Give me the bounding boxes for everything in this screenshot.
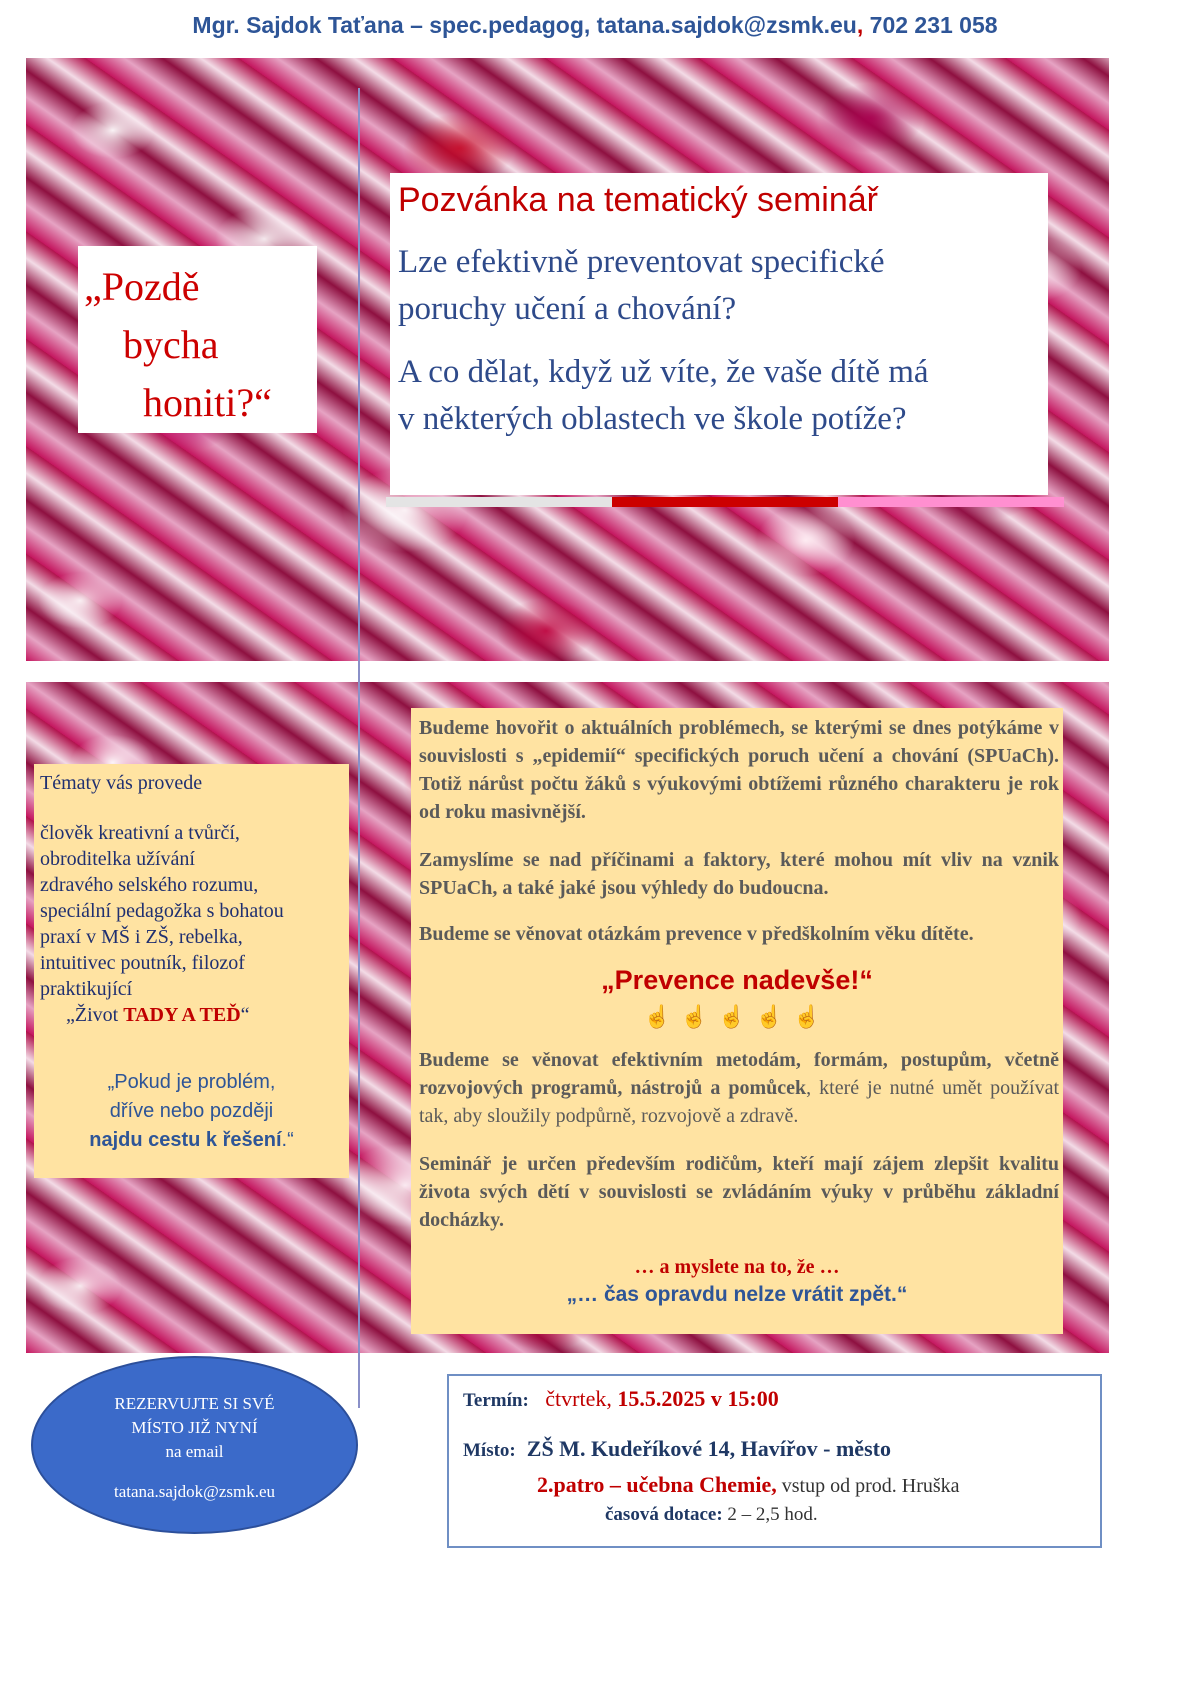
stripe-red (612, 497, 838, 507)
presenter-line: člověk kreativní a tvůrčí, (40, 822, 240, 844)
presenter-line: praktikující (40, 978, 133, 1000)
prevence-slogan: „Prevence nadevše!“ (601, 965, 873, 995)
paragraph-4-rest: , které je nutné umět používat tak, aby sloužily podpůrně, rozvojově a zdravě. (419, 1077, 1060, 1127)
presenter-line: obroditelka užívání (40, 848, 195, 870)
paragraph-4 (419, 1046, 1059, 1130)
proverb-line-3: honiti?“ (143, 380, 272, 425)
place-row (463, 1436, 891, 1462)
presenter-box (34, 764, 349, 1178)
question-1-line-2: poruchy učení a chování? (398, 291, 737, 327)
room-value: 2.patro – učebna Chemie, (537, 1472, 777, 1497)
term-row (463, 1386, 779, 1412)
contact-header (0, 12, 1190, 39)
motto-emphasis: TADY A TEĎ (123, 1004, 241, 1026)
paragraph-2: Zamyslíme se nad příčinami a faktory, které mohou mít vliv na vznik SPUaCh, a také jaké jsou výhledy do budoucna. (419, 849, 1059, 899)
question-2-line-2: v některých oblastech ve škole potíže? (398, 401, 907, 437)
term-label: Termín: (463, 1390, 529, 1411)
reservation-line-2: MÍSTO JIŽ NYNÍ (131, 1418, 258, 1437)
presenter-line: speciální pedagožka s bohatou (40, 900, 284, 922)
motto-suffix: “ (240, 1004, 250, 1026)
term-date: 15.5.2025 v 15:00 (617, 1386, 779, 1411)
duration-label: časová dotace: (605, 1504, 723, 1525)
paragraph-3: Budeme se věnovat otázkám prevence v předškolním věku dítěte. (419, 923, 974, 945)
proverb-box (78, 246, 317, 433)
reservation-line-1: REZERVUJTE SI SVÉ (114, 1394, 275, 1413)
paragraph-4-bold: Budeme se věnovat efektivním metodám, formám, postupům, včetně rozvojových programů, nástrojů a pomůcek (419, 1049, 1059, 1099)
invitation-title: Pozvánka na tematický seminář (398, 181, 878, 219)
reservation-line-3: na email (165, 1442, 224, 1461)
stripe-grey (386, 497, 612, 507)
entrance-value: vstup od prod. Hruška (776, 1475, 960, 1497)
closing-line-2: „… čas opravdu nelze vrátit zpět.“ (566, 1283, 908, 1306)
seminar-description (411, 708, 1063, 1334)
presenter-motto (66, 1002, 250, 1028)
contact-phone: 702 231 058 (863, 12, 998, 38)
event-details (447, 1374, 1102, 1548)
pointing-hands-icon: ☝☝☝☝☝ (643, 1004, 831, 1029)
presenter-quote (34, 1068, 349, 1155)
duration-value: 2 – 2,5 hod. (722, 1504, 818, 1525)
duration-row (605, 1504, 818, 1526)
presenter-quote-line-3 (34, 1126, 349, 1155)
presenter-quote-line-2: dříve nebo později (109, 1100, 274, 1122)
place-value: ZŠ M. Kudeříkové 14, Havířov - město (526, 1436, 891, 1461)
reservation-email-link[interactable]: tatana.sajdok@zsmk.eu (113, 1482, 276, 1501)
stripe-pink (838, 497, 1064, 507)
paragraph-1: Budeme hovořit o aktuálních problémech, se kterými se dnes potýkáme v souvislosti s „epidemií“ specifických poruch učení a chování (SPUaCh). Totiž nárůst počtu žáků s výukovými obtížemi různého charakteru je rok od roku masivnější. (419, 717, 1059, 823)
invitation-box (390, 173, 1048, 495)
term-day: čtvrtek, (545, 1386, 618, 1411)
proverb-line-1: „Pozdě (84, 264, 200, 309)
presenter-line: intuitivec poutník, filozof (40, 952, 245, 974)
contact-text: Mgr. Sajdok Taťana – spec.pedagog, tatana.sajdok@zsmk.eu (192, 12, 857, 38)
reservation-oval (31, 1356, 358, 1534)
closing-line-1: … a myslete na to, že … (634, 1256, 840, 1278)
vertical-divider (358, 88, 360, 1408)
place-label: Místo: (463, 1440, 516, 1461)
proverb-line-2: bycha (123, 322, 219, 367)
room-row (537, 1472, 960, 1498)
question-2-line-1: A co dělat, když už víte, že vaše dítě má (398, 354, 929, 390)
presenter-quote-line-1: „Pokud je problém, (107, 1071, 276, 1093)
presenter-line: zdravého selského rozumu, (40, 874, 259, 896)
presenter-quote-emphasis: najdu cestu k řešení (89, 1129, 282, 1151)
question-1-line-1: Lze efektivně preventovat specifické (398, 244, 885, 280)
contact-separator: , (856, 12, 864, 38)
motto-prefix: „Život (66, 1004, 124, 1026)
presenter-line: praxí v MŠ i ZŠ, rebelka, (40, 926, 243, 948)
presenter-intro: Tématy vás provede (40, 772, 203, 794)
paragraph-5: Seminář je určen především rodičům, kteří mají zájem zlepšit kvalitu života svých dětí v souvislosti se zvládáním výuky v průběhu základní docházky. (419, 1153, 1059, 1231)
presenter-quote-end: .“ (281, 1129, 294, 1151)
